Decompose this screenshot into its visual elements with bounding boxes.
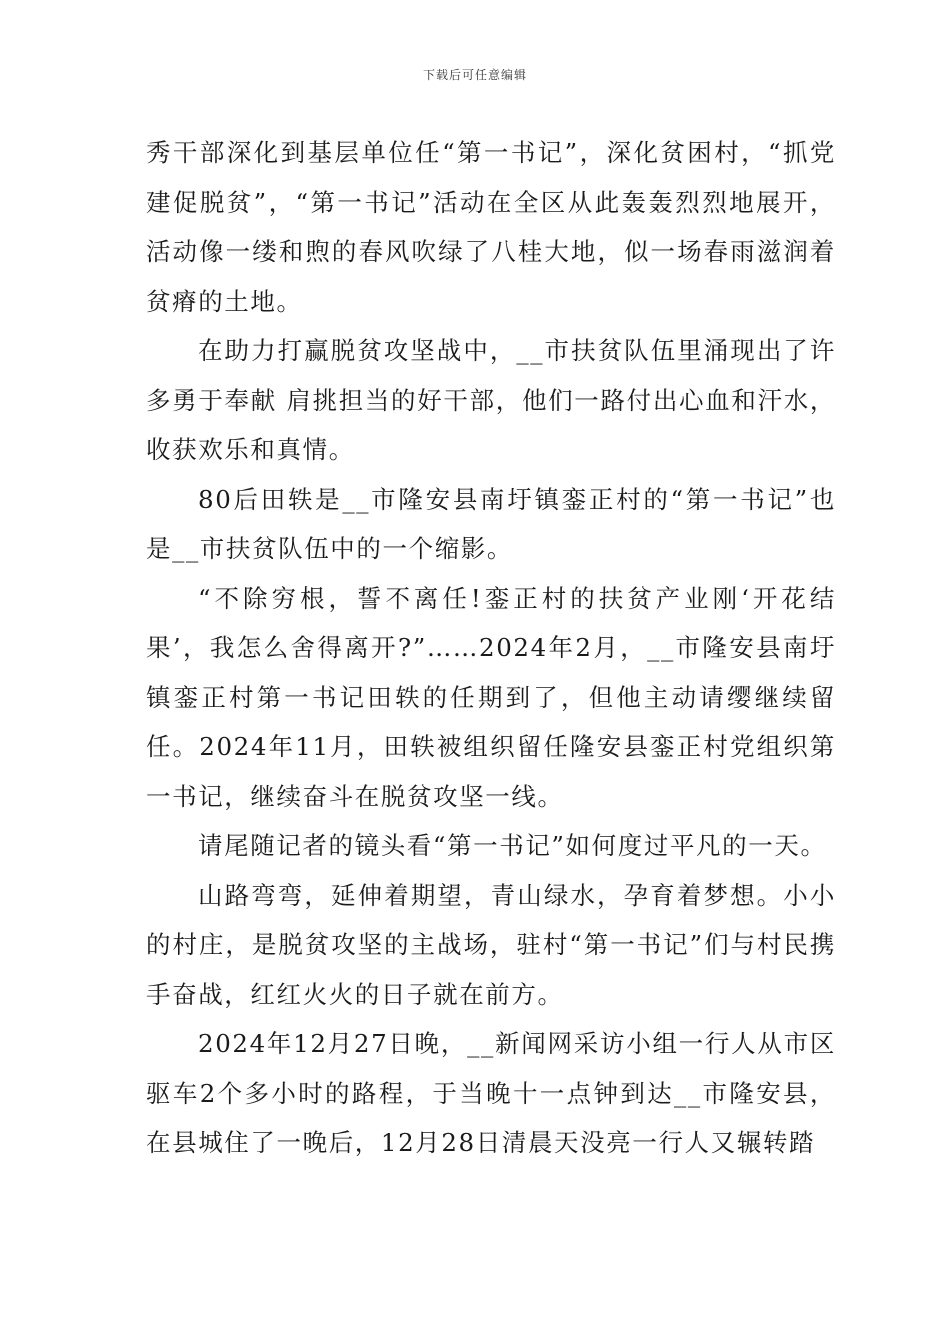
paragraph-4: “不除穷根，誓不离任!銮正村的扶贫产业刚‘开花结果’，我怎么舍得离开?”……2024年2月，__市隆安县南圩镇銮正村第一书记田轶的任期到了，但他主动请缨继续留任。2024年11月，田轶被组织留任隆安县銮正村党组织第一书记，继续奋斗在脱贫攻坚一线。 [146,583,836,811]
page-header: 下载后可任意编辑 [422,68,527,82]
paragraph-3: 80后田轶是__市隆安县南圩镇銮正村的“第一书记”也是__市扶贫队伍中的一个缩影。 [146,484,836,563]
paragraph-6: 山路弯弯，延伸着期望，青山绿水，孕育着梦想。小小的村庄，是脱贫攻坚的主战场，驻村“第一书记”们与村民携手奋战，红红火火的日子就在前方。 [146,880,836,1009]
paragraph-1: 秀干部深化到基层单位任“第一书记”，深化贫困村，“抓党建促脱贫”，“第一书记”活动在全区从此轰轰烈烈地展开，活动像一缕和煦的春风吹绿了八桂大地，似一场春雨滋润着贫瘠的土地。 [146,138,836,316]
paragraph-7: 2024年12月27日晚，__新闻网采访小组一行人从市区驱车2个多小时的路程，于当晚十一点钟到达__市隆安县，在县城住了一晚后，12月28日清晨天没亮一行人又辗转踏 [146,1029,836,1157]
paragraph-2: 在助力打赢脱贫攻坚战中，__市扶贫队伍里涌现出了许多勇于奉献 肩挑担当的好干部，他们一路付出心血和汗水，收获欢乐和真情。 [146,336,836,464]
document-body [146,128,836,1168]
paragraph-5: 请尾随记者的镜头看“第一书记”如何度过平凡的一天。 [198,831,827,860]
